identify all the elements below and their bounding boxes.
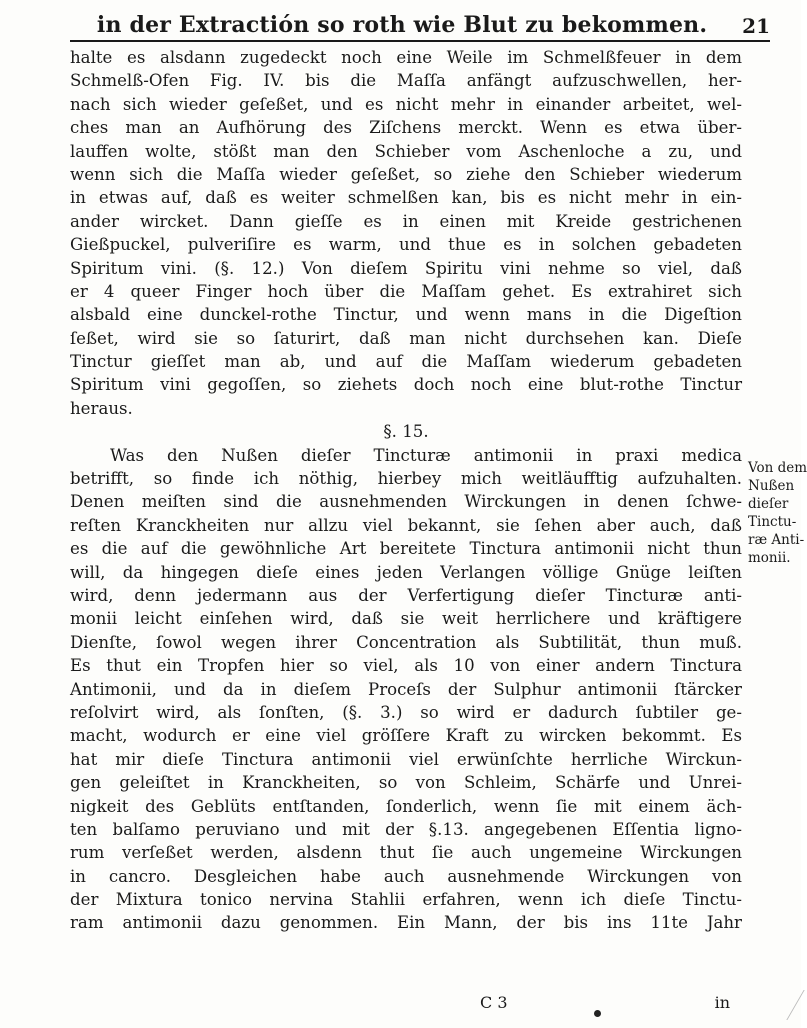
text-line: Gießpuckel, pulveriſire es warm, und thue es in solchen gebadeten xyxy=(70,235,742,255)
signature-mark: C 3 xyxy=(480,993,508,1012)
catchword: in xyxy=(714,993,730,1012)
text-line: will, da hingegen dieſe eines jeden Verlangen völlige Gnüge leiſten xyxy=(70,562,742,582)
body-text xyxy=(70,46,742,935)
text-line: nach sich wieder geſeßet, und es nicht mehr in einander arbeitet, wel- xyxy=(70,94,742,114)
text-line: Schmelß-Ofen Fig. IV. bis die Maſſa anfängt aufzuschwellen, her- xyxy=(70,71,742,91)
text-line: in cancro. Desgleichen habe auch ausnehmende Wirckungen von xyxy=(70,866,742,886)
text-line: ſeßet, wird sie so ſaturirt, daß man nicht durchsehen kan. Dieſe xyxy=(70,328,742,348)
page-header xyxy=(70,6,770,42)
text-line: Antimonii, und da in dieſem Proceſs der Sulphur antimonii ſtärcker xyxy=(70,679,742,699)
text-line: hat mir dieſe Tinctura antimonii viel erwünſchte herrliche Wirckun- xyxy=(70,749,742,769)
page-footer xyxy=(480,993,730,1012)
page-number: 21 xyxy=(742,14,770,38)
text-line: reſten Kranckheiten nur allzu viel bekannt, sie ſehen aber auch, daß xyxy=(70,515,742,535)
text-line: Spiritum vini gegoſſen, so ziehets doch noch eine blut-rothe Tinctur xyxy=(70,375,742,395)
text-line: ander wircket. Dann gieſſe es in einen mit Kreide gestrichenen xyxy=(70,211,742,231)
text-line: macht, wodurch er eine viel gröſſere Kraft zu wircken bekommt. Es xyxy=(70,726,742,746)
section-heading: §. 15. xyxy=(383,422,429,442)
text-line: es die auf die gewöhnliche Art bereitete Tinctura antimonii nicht thun xyxy=(70,539,742,559)
text-line: halte es alsdann zugedeckt noch eine Weile im Schmelßfeuer in dem xyxy=(70,48,742,67)
text-line: gen geleiſtet in Kranckheiten, so von Schleim, Schärfe und Unrei- xyxy=(70,773,742,793)
text-line: ches man an Aufhörung des Ziſchens merckt. Wenn es etwa über- xyxy=(70,118,742,138)
text-line: wenn sich die Maſſa wieder geſeßet, so ziehe den Schieber wiederum xyxy=(70,164,742,184)
margin-note-line: monii. xyxy=(748,550,791,566)
text-line: Tinctur gieſſet man ab, und auf die Maſſam wiederum gebadeten xyxy=(70,352,742,372)
text-line: heraus. xyxy=(70,398,133,418)
text-line: Dienſte, ſowol wegen ihrer Concentration als Subtilität, thun muß. xyxy=(70,632,742,652)
margin-note-line: Von dem xyxy=(748,460,807,476)
text-line: lauffen wolte, stößt man den Schieber vom Aschenloche a zu, und xyxy=(70,141,742,161)
margin-note-line: Nußen xyxy=(748,478,795,494)
text-line: monii leicht einſehen wird, daß sie weit herrlichere und kräftigere xyxy=(70,609,742,629)
text-line: alsbald eine dunckel-rothe Tinctur, und wenn mans in die Digeſtion xyxy=(70,305,742,325)
margin-note-line: ræ Anti- xyxy=(748,532,805,548)
ink-spot xyxy=(594,1010,601,1017)
text-line: betrifft, so finde ich nöthig, hierbey mich weitläufftig aufzuhalten. xyxy=(70,469,742,489)
margin-note xyxy=(748,459,807,567)
running-head: in der Extractión so roth wie Blut zu bekommen. xyxy=(96,12,708,38)
text-line: rum verſeßet werden, alsdenn thut ſie auch ungemeine Wirckungen xyxy=(70,843,742,863)
pencil-mark xyxy=(746,990,804,1020)
text-line: Spiritum vini. (§. 12.) Von dieſem Spiritu vini nehme so viel, daß xyxy=(70,258,742,278)
text-line: in etwas auf, daß es weiter schmelßen kan, bis es nicht mehr in ein- xyxy=(70,188,742,208)
margin-note-line: dieſer xyxy=(748,496,789,512)
text-line: wird, denn jedermann aus der Verfertigung dieſer Tincturæ anti- xyxy=(70,585,742,605)
text-line: Was den Nußen dieſer Tincturæ antimonii in praxi medica xyxy=(110,445,742,465)
text-line: Es thut ein Tropfen hier so viel, als 10 von einer andern Tinctura xyxy=(70,656,742,676)
text-line: er 4 queer Finger hoch über die Maſſam gehet. Es extrahiret sich xyxy=(70,281,742,301)
text-line: ten balſamo peruviano und mit der §.13. angegebenen Eſſentia ligno- xyxy=(70,819,742,839)
text-line: Denen meiſten sind die ausnehmenden Wirckungen in denen ſchwe- xyxy=(70,492,742,512)
text-line: ram antimonii dazu genommen. Ein Mann, der bis ins 11te Jahr xyxy=(70,913,742,933)
text-line: der Mixtura tonico nervina Stahlii erfahren, wenn ich dieſe Tinctu- xyxy=(70,890,742,910)
text-line: nigkeit des Geblüts entſtanden, ſonderlich, wenn ſie mit einem äch- xyxy=(70,796,742,816)
text-line: reſolvirt wird, als ſonſten, (§. 3.) so wird er dadurch ſubtiler ge- xyxy=(70,702,742,722)
margin-note-line: Tinctu- xyxy=(748,514,797,530)
